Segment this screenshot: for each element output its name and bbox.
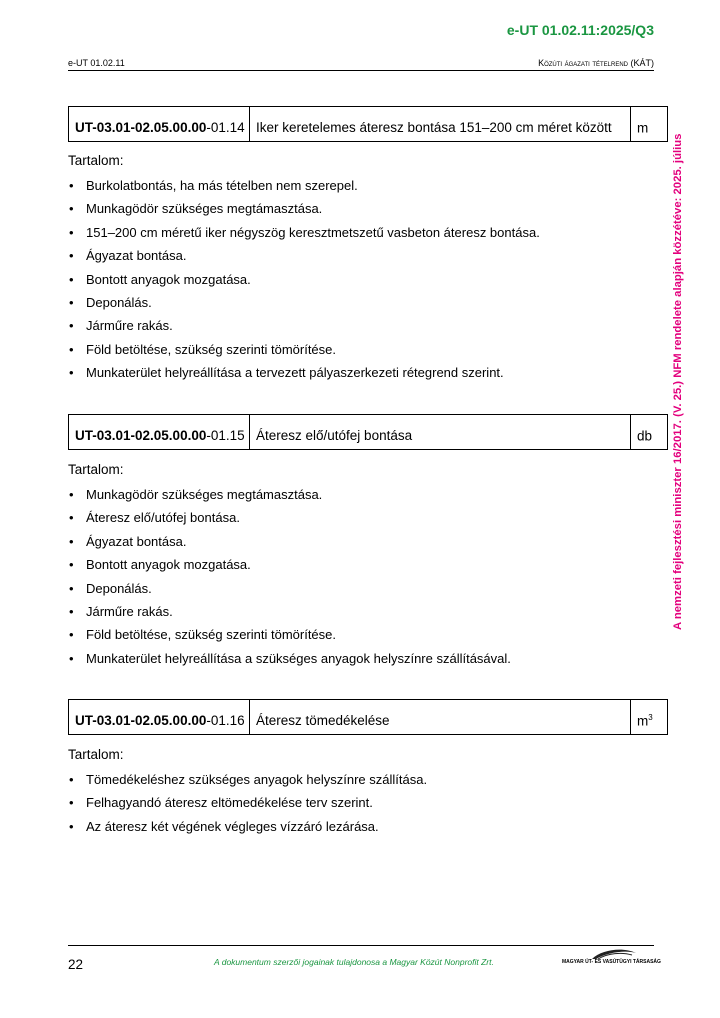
running-header-right: Közúti ágazati tételrend (KÁT) — [538, 58, 654, 68]
list-item: • Bontott anyagok mozgatása. — [68, 553, 511, 576]
running-header-left: e-UT 01.02.11 — [68, 58, 125, 68]
list-item: • Munkagödör szükséges megtámasztása. — [68, 197, 540, 220]
item-unit: db — [631, 415, 668, 450]
content-label: Tartalom: — [68, 153, 124, 168]
content-label: Tartalom: — [68, 747, 124, 762]
list-item: • Járműre rakás. — [68, 600, 511, 623]
list-item: • Tömedékeléshez szükséges anyagok helyszínre szállítása. — [68, 768, 427, 791]
item-table-01-15 — [68, 414, 668, 450]
document-code: e-UT 01.02.11:2025/Q3 — [506, 22, 654, 38]
list-item: • Munkagödör szükséges megtámasztása. — [68, 483, 511, 506]
list-item: • Munkaterület helyreállítása a tervezett pályaszerkezeti rétegrend szerint. — [68, 361, 540, 384]
page-number: 22 — [68, 957, 84, 972]
copyright-notice: A dokumentum szerzői jogainak tulajdonosa a Magyar Közút Nonprofit Zrt. — [214, 957, 494, 967]
content-list — [68, 768, 427, 838]
content-list — [68, 174, 540, 385]
list-item: • Deponálás. — [68, 577, 511, 600]
list-item: • Bontott anyagok mozgatása. — [68, 268, 540, 291]
content-list — [68, 483, 511, 670]
list-item: • 151–200 cm méretű iker négyszög keresztmetszetű vasbeton áteresz bontása. — [68, 221, 540, 244]
item-code: UT-03.01-02.05.00.00-01.14 — [69, 107, 250, 142]
list-item: • Burkolatbontás, ha más tételben nem szerepel. — [68, 174, 540, 197]
header-rule — [68, 70, 654, 71]
item-unit: m — [631, 107, 668, 142]
list-item: • Járműre rakás. — [68, 314, 540, 337]
item-table-01-14 — [68, 106, 668, 142]
logo-text: MAGYAR ÚT- ÉS VASÚTÜGYI TÁRSASÁG — [562, 959, 661, 965]
list-item: • Föld betöltése, szükség szerinti tömörítése. — [68, 338, 540, 361]
list-item: • Ágyazat bontása. — [68, 530, 511, 553]
item-code: UT-03.01-02.05.00.00-01.15 — [69, 415, 250, 450]
side-publication-note: A nemzeti fejlesztési miniszter 16/2017. (V. 25.) NFM rendelete alapján közzétéve: 2025. július — [672, 133, 684, 630]
list-item: • Áteresz elő/utófej bontása. — [68, 506, 511, 529]
company-logo — [562, 947, 661, 969]
item-unit: $m^3$ — [631, 700, 668, 735]
list-item: • Deponálás. — [68, 291, 540, 314]
item-title: Áteresz elő/utófej bontása — [250, 415, 631, 450]
content-label: Tartalom: — [68, 462, 124, 477]
item-code: UT-03.01-02.05.00.00-01.16 — [69, 700, 250, 735]
item-table-01-16 — [68, 699, 668, 735]
list-item: • Felhagyandó áteresz eltömedékelése terv szerint. — [68, 791, 427, 814]
footer-rule — [68, 945, 654, 946]
item-title: Áteresz tömedékelése — [250, 700, 631, 735]
item-title: Iker keretelemes áteresz bontása 151–200 cm méret között — [250, 107, 631, 142]
list-item: • Ágyazat bontása. — [68, 244, 540, 267]
list-item: • Az áteresz két végének végleges vízzáró lezárása. — [68, 815, 427, 838]
list-item: • Föld betöltése, szükség szerinti tömörítése. — [68, 623, 511, 646]
list-item: • Munkaterület helyreállítása a szükséges anyagok helyszínre szállításával. — [68, 647, 511, 670]
